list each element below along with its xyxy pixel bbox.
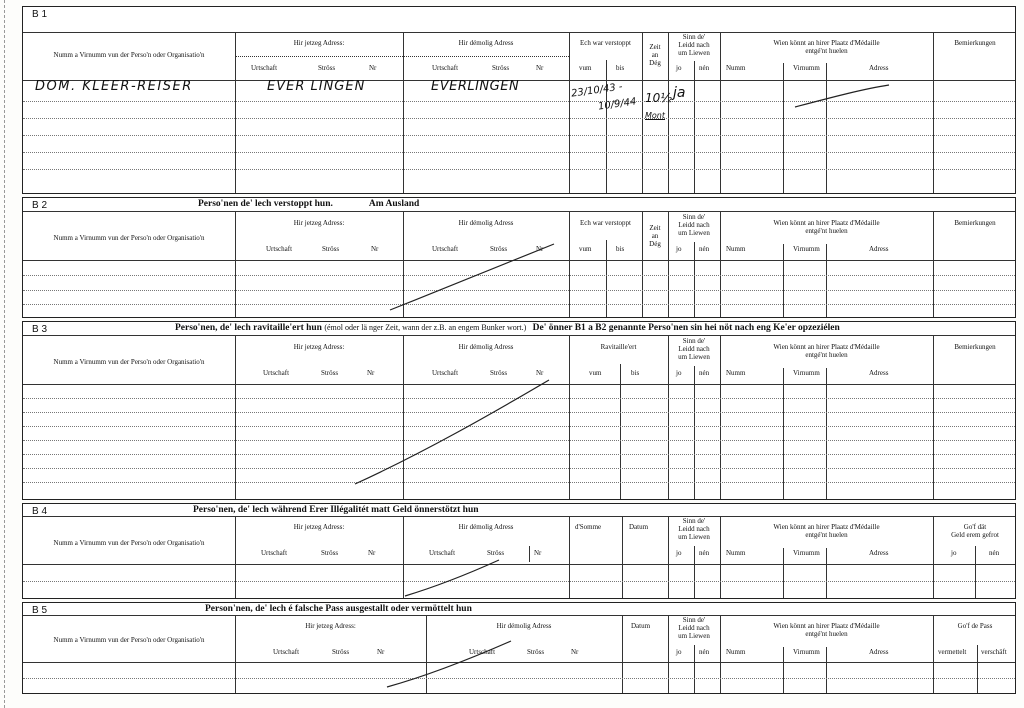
col-no: nén (699, 64, 710, 72)
col-town: Urtschaft (432, 369, 459, 377)
col-recipient-name: Numm (726, 369, 746, 377)
col-street: Ströss (492, 64, 510, 72)
col-medal-recipient: Wien könnt an hirer Plaatz d'Médaille entgé'nt huelen (773, 622, 880, 638)
section-id: B 5 (32, 605, 48, 616)
col-recipient-firstname: Virnumm (793, 549, 820, 557)
col-hidden: Ech war verstoppt (580, 219, 631, 227)
col-yes: jo (676, 64, 682, 72)
col-money-returned: Go'f dät Geld erem gefrot (951, 523, 999, 539)
col-recipient-address: Adress (869, 245, 889, 253)
strike-line (385, 639, 515, 689)
col-name: Numm a Virnumm vun der Perso'n oder Organisatio'n (53, 636, 205, 644)
entry-alive: ja (673, 85, 686, 101)
col-number: Nr (536, 369, 544, 377)
col-hidden: Ech war verstoppt (580, 39, 631, 47)
col-recipient-firstname: Virnumm (793, 245, 820, 253)
col-medal-recipient: Wien könnt an hirer Plaatz d'Médaille entgé'nt huelen (773, 523, 880, 539)
punch-margin (4, 0, 5, 708)
col-town: Urtschaft (432, 64, 459, 72)
col-town: Urtschaft (273, 648, 300, 656)
col-current-address: Hir jetzeg Adress: (293, 523, 345, 531)
strike-line (353, 378, 553, 486)
col-yes: jo (676, 648, 682, 656)
col-from: vum (589, 369, 602, 377)
section-title: Perso'nen, de' lech während Erer Illégalitét matt Geld önnerstötzt hun (193, 505, 479, 515)
col-street: Ströss (322, 245, 340, 253)
section-b5 (22, 602, 1016, 694)
col-number: Nr (536, 245, 544, 253)
entry-current-town: EVER LINGEN (267, 79, 366, 94)
col-no: nén (989, 549, 1000, 557)
col-street: Ströss (321, 549, 339, 557)
col-recipient-name: Numm (726, 648, 746, 656)
col-name: Numm a Virnumm vun der Perso'n oder Organisatio'n (53, 539, 205, 547)
col-name: Numm a Virnumm vun der Perso'n oder Organisatio'n (53, 358, 205, 366)
col-number: Nr (536, 64, 544, 72)
col-no: nén (699, 369, 710, 377)
col-recipient-address: Adress (869, 549, 889, 557)
col-town: Urtschaft (469, 648, 496, 656)
entry-months: Mont (645, 111, 666, 120)
col-remarks: Bemierkungen (954, 39, 996, 47)
col-town: Urtschaft (263, 369, 290, 377)
col-number: Nr (367, 369, 375, 377)
col-name: Numm a Virnumm vun der Perso'n oder Organisatio'n (53, 234, 205, 242)
col-medal-recipient: Wien könnt an hirer Plaatz d'Médaille entgé'nt huelen (773, 343, 880, 359)
col-street: Ströss (487, 549, 505, 557)
col-number: Nr (571, 648, 579, 656)
col-old-address: Hir démolig Adress (458, 39, 514, 47)
col-street: Ströss (490, 245, 508, 253)
section-id: B 2 (32, 200, 48, 211)
col-from: vum (579, 245, 592, 253)
col-remarks: Bemierkungen (954, 343, 996, 351)
col-mediated: vermettelt (938, 648, 967, 656)
col-current-address: Hir jetzeg Adress: (293, 343, 345, 351)
col-recipient-name: Numm (726, 549, 746, 557)
section-id: B 1 (32, 9, 48, 20)
col-recipient-firstname: Virnumm (793, 648, 820, 656)
col-yes: jo (676, 549, 682, 557)
col-town: Urtschaft (432, 245, 459, 253)
col-recipient-address: Adress (869, 64, 889, 72)
col-recipient-firstname: Virnumm (793, 64, 820, 72)
col-days: Zeit an Dég (649, 224, 661, 248)
col-current-address: Hir jetzeg Adress: (305, 622, 356, 630)
col-old-address: Hir démolig Adress (458, 523, 514, 531)
section-b1 (22, 6, 1016, 194)
col-number: Nr (371, 245, 379, 253)
col-town: Urtschaft (266, 245, 293, 253)
col-no: nén (699, 245, 710, 253)
entry-name: DOM. KLEER-REISER (35, 79, 193, 94)
col-street: Ströss (321, 369, 339, 377)
col-yes: jo (676, 369, 682, 377)
strike-line (388, 242, 558, 312)
col-street: Ströss (490, 369, 508, 377)
col-recipient-name: Numm (726, 64, 746, 72)
section-title: Person'nen, de' lech é falsche Pass ausgestallt oder vermöttelt hun (205, 604, 472, 614)
col-date: Datum (629, 523, 649, 531)
col-street: Ströss (332, 648, 350, 656)
section-b3 (22, 321, 1016, 500)
col-from: vum (579, 64, 592, 72)
col-street: Ströss (318, 64, 336, 72)
col-number: Nr (368, 549, 376, 557)
col-recipient-name: Numm (726, 245, 746, 253)
col-remarks: Bemierkungen (954, 219, 996, 227)
col-number: Nr (534, 549, 542, 557)
col-name: Numm a Virnumm vun der Perso'n oder Organisatio'n (53, 51, 205, 59)
col-town: Urtschaft (429, 549, 456, 557)
col-passport-given: Go'f de Pass (957, 622, 993, 630)
col-old-address: Hir démolig Adress (458, 343, 514, 351)
col-alive: Sinn de' Leidd nach um Liewen (678, 616, 710, 640)
col-alive: Sinn de' Leidd nach um Liewen (678, 517, 710, 541)
entry-old-town: EVERLINGEN (431, 79, 520, 94)
col-medal-recipient: Wien könnt an hirer Plaatz d'Médaille entgé'nt huelen (773, 39, 880, 55)
col-medal-recipient: Wien könnt an hirer Plaatz d'Médaille entgé'nt huelen (773, 219, 880, 235)
col-alive: Sinn de' Leidd nach um Liewen (678, 337, 710, 361)
col-to: bis (616, 245, 625, 253)
section-b4 (22, 503, 1016, 599)
section-title: Perso'nen, de' lech ravitaille'ert hun (émol oder lä nger Zeit, wann der z.B. an engem Bunker wort.) De' önner B1 a B2 genannte Perso'nen sin hei nöt nach eng Ke'er opzeziélen (175, 323, 840, 333)
col-date: Datum (631, 622, 651, 630)
col-to: bis (631, 369, 640, 377)
col-no: nén (699, 549, 710, 557)
col-street: Ströss (527, 648, 545, 656)
col-number: Nr (369, 64, 377, 72)
col-current-address: Hir jetzeg Adress: (293, 39, 345, 47)
col-number: Nr (377, 648, 385, 656)
col-recipient-firstname: Virnumm (793, 369, 820, 377)
col-recipient-address: Adress (869, 369, 889, 377)
col-alive: Sinn de' Leidd nach um Liewen (678, 213, 710, 237)
section-b2 (22, 197, 1016, 318)
entry-days: 10½ (645, 91, 672, 105)
col-no: nén (699, 648, 710, 656)
strike-line (403, 558, 503, 598)
entry-from-date: 23/10/43 - (570, 81, 624, 100)
col-supplied: Ravitaille'ert (600, 343, 637, 351)
strike-line (793, 83, 893, 109)
section-title: Perso'nen de' lech verstoppt hun. Am Ausland (198, 199, 420, 209)
col-alive: Sinn de' Leidd nach um Liewen (678, 33, 710, 57)
col-to: bis (616, 64, 625, 72)
col-recipient-address: Adress (869, 648, 889, 656)
section-id: B 3 (32, 324, 48, 335)
col-yes: jo (951, 549, 957, 557)
entry-to-date: 10/9/44 (597, 96, 638, 113)
col-days: Zeit an Dég (649, 43, 661, 67)
col-old-address: Hir démolig Adress (496, 622, 552, 630)
col-procured: verschäft (981, 648, 1007, 656)
col-amount: d'Somme (575, 523, 602, 531)
col-town: Urtschaft (261, 549, 288, 557)
col-old-address: Hir démolig Adress (458, 219, 514, 227)
col-town: Urtschaft (251, 64, 278, 72)
col-current-address: Hir jetzeg Adress: (293, 219, 345, 227)
col-yes: jo (676, 245, 682, 253)
section-id: B 4 (32, 506, 48, 517)
